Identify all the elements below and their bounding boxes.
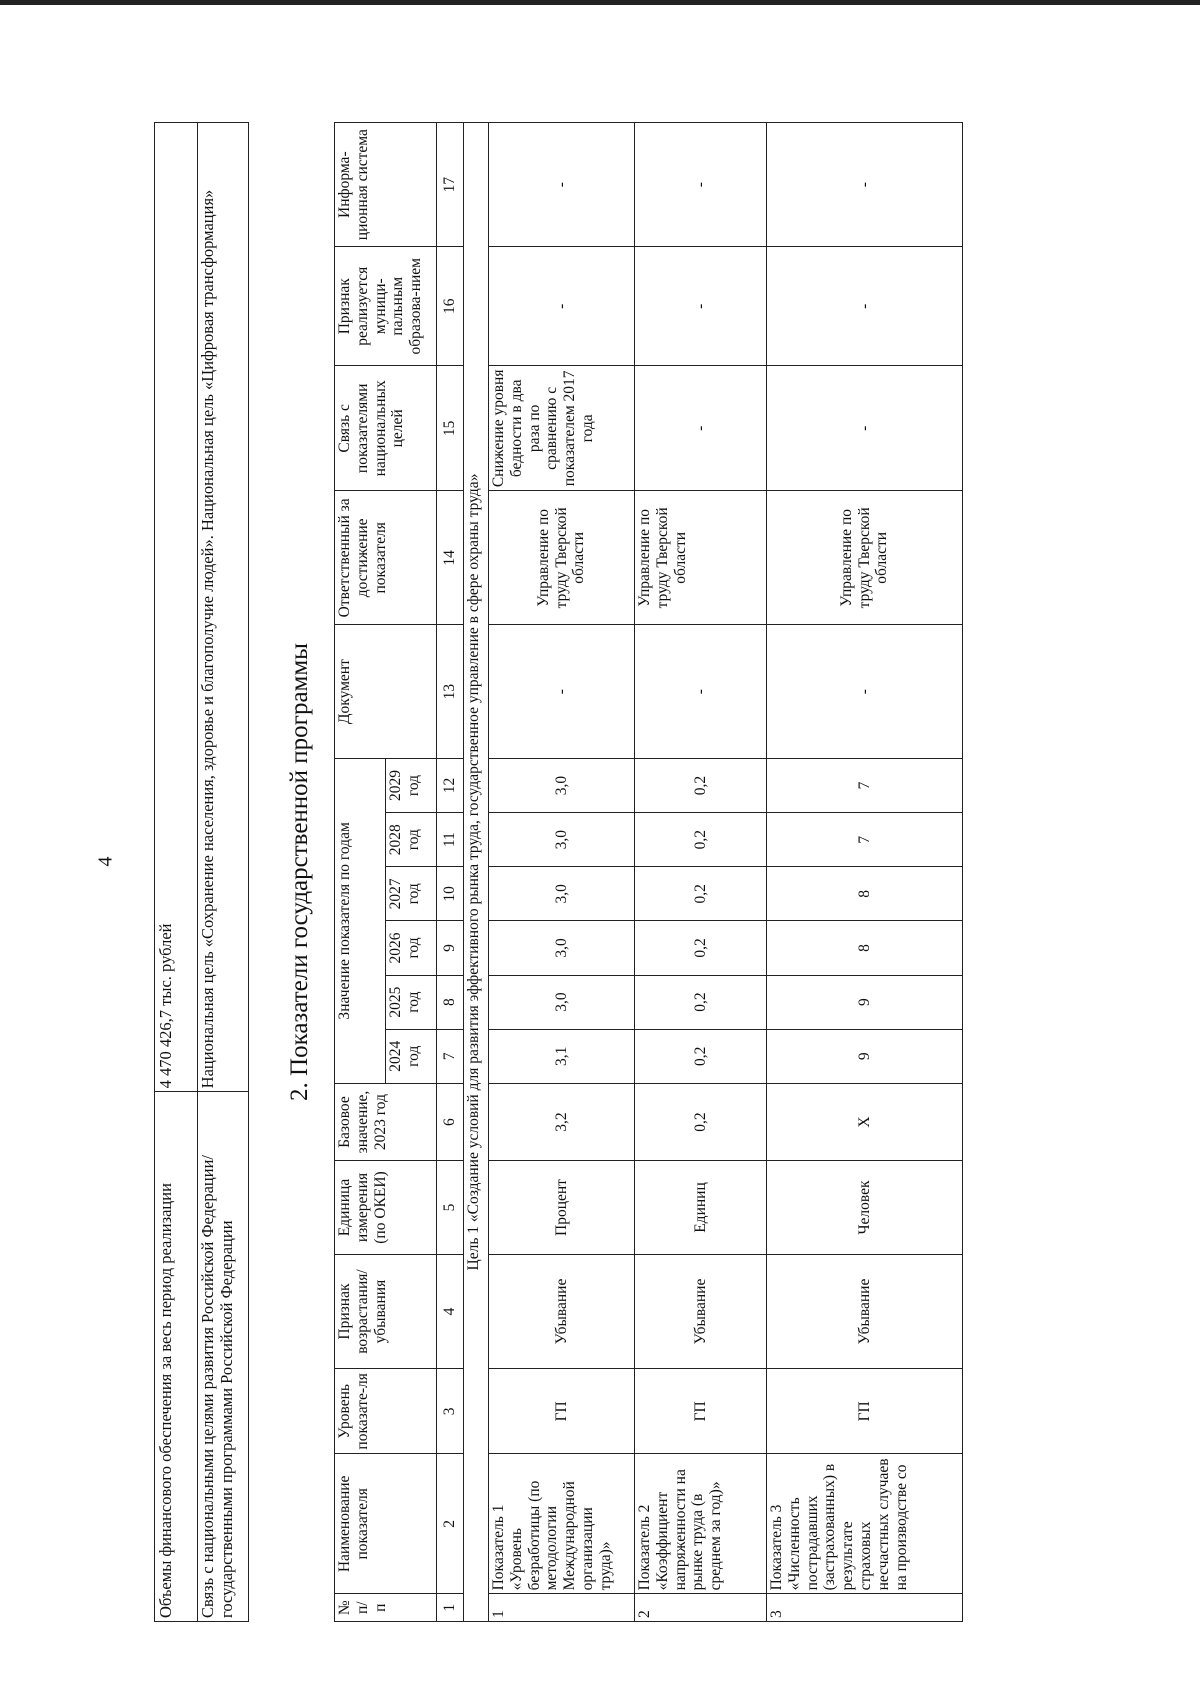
passport-value: 4 470 426,7 тыс. рублей bbox=[155, 123, 198, 1092]
row-value: 7 bbox=[767, 813, 963, 867]
row-value: 3,1 bbox=[489, 1029, 635, 1083]
header-num: № п/п bbox=[335, 1594, 437, 1622]
header-values-group: Значение показателя по годам bbox=[335, 758, 386, 1083]
table-row bbox=[635, 123, 767, 1622]
column-number: 15 bbox=[437, 366, 464, 491]
column-number: 2 bbox=[437, 1454, 464, 1594]
header-name: Наименование показателя bbox=[335, 1454, 437, 1594]
row-value: 0,2 bbox=[635, 813, 767, 867]
row-unit: Человек bbox=[767, 1161, 963, 1254]
row-trend: Убывание bbox=[635, 1254, 767, 1369]
row-value: 9 bbox=[767, 1029, 963, 1083]
row-document: - bbox=[767, 625, 963, 759]
header-base: Базовое значение, 2023 год bbox=[335, 1083, 437, 1160]
passport-table bbox=[154, 122, 249, 1622]
column-number: 5 bbox=[437, 1161, 464, 1254]
row-base: X bbox=[767, 1083, 963, 1160]
header-responsible: Ответственный за достижение показателя bbox=[335, 491, 437, 625]
page-number: 4 bbox=[94, 856, 117, 867]
header-year: 2027 год bbox=[386, 867, 437, 921]
column-number: 16 bbox=[437, 247, 464, 366]
header-year: 2029 год bbox=[386, 758, 437, 812]
row-value: 3,0 bbox=[489, 758, 635, 812]
row-responsible: Управление по труду Тверской области bbox=[767, 491, 963, 625]
row-link: - bbox=[635, 366, 767, 491]
row-trend: Убывание bbox=[489, 1254, 635, 1369]
header-level: Уровень показате-ля bbox=[335, 1369, 437, 1454]
passport-label: Связь с национальными целями развития Российской Федерации/ государственными программами Российской Федерации bbox=[198, 1092, 249, 1622]
table-row bbox=[155, 123, 198, 1622]
row-municipal: - bbox=[767, 247, 963, 366]
row-responsible: Управление по труду Тверской области bbox=[489, 491, 635, 625]
row-value: 3,0 bbox=[489, 867, 635, 921]
row-value: 0,2 bbox=[635, 975, 767, 1029]
row-link: Снижение уровня бедности в два раза по сравнению с показателем 2017 года bbox=[489, 366, 635, 491]
row-value: 8 bbox=[767, 921, 963, 975]
header-year: 2028 год bbox=[386, 813, 437, 867]
indicators-table bbox=[334, 122, 963, 1622]
row-base: 3,2 bbox=[489, 1083, 635, 1160]
column-number: 13 bbox=[437, 625, 464, 759]
row-value: 0,2 bbox=[635, 867, 767, 921]
row-value: 7 bbox=[767, 758, 963, 812]
header-municipal: Признак реализуется муници-пальным образова-нием bbox=[335, 247, 437, 366]
table-row bbox=[767, 123, 963, 1622]
row-document: - bbox=[635, 625, 767, 759]
row-value: 0,2 bbox=[635, 758, 767, 812]
goal-title: Цель 1 «Создание условий для развития эффективного рынка труда, государственное управление в сфере охраны труда» bbox=[464, 123, 489, 1622]
row-unit: Процент bbox=[489, 1161, 635, 1254]
row-num: 2 bbox=[635, 1594, 767, 1622]
row-level: ГП bbox=[635, 1369, 767, 1454]
column-number: 11 bbox=[437, 813, 464, 867]
row-info-system: - bbox=[767, 123, 963, 247]
row-num: 3 bbox=[767, 1594, 963, 1622]
header-info-system: Информа-ционная система bbox=[335, 123, 437, 247]
row-value: 0,2 bbox=[635, 1029, 767, 1083]
row-info-system: - bbox=[489, 123, 635, 247]
section-title: 2. Показатели государственной программы bbox=[286, 643, 313, 1101]
table-row bbox=[489, 123, 635, 1622]
table-row bbox=[198, 123, 249, 1622]
column-number: 14 bbox=[437, 491, 464, 625]
column-number: 10 bbox=[437, 867, 464, 921]
column-number: 12 bbox=[437, 758, 464, 812]
header-document: Документ bbox=[335, 625, 437, 759]
column-number: 9 bbox=[437, 921, 464, 975]
row-name: Показатель 1 «Уровень безработицы (по методологии Международной организации труда)» bbox=[489, 1454, 635, 1594]
column-number: 17 bbox=[437, 123, 464, 247]
row-responsible: Управление по труду Тверской области bbox=[635, 491, 767, 625]
header-trend: Признак возрастания/ убывания bbox=[335, 1254, 437, 1369]
page-top-border bbox=[0, 0, 1200, 5]
header-year: 2025 год bbox=[386, 975, 437, 1029]
rotated-page-content bbox=[154, 22, 1154, 1622]
row-name: Показатель 3 «Численность пострадавших (застрахованных) в результате страховых несчастных случаев на производстве со bbox=[767, 1454, 963, 1594]
column-number: 7 bbox=[437, 1029, 464, 1083]
row-value: 0,2 bbox=[635, 921, 767, 975]
header-link: Связь с показателями национальных целей bbox=[335, 366, 437, 491]
column-number: 6 bbox=[437, 1083, 464, 1160]
passport-value: Национальная цель «Сохранение населения, здоровье и благополучие людей». Национальная цель «Цифровая трансформация» bbox=[198, 123, 249, 1092]
passport-label: Объемы финансового обеспечения за весь период реализации bbox=[155, 1092, 198, 1622]
row-value: 3,0 bbox=[489, 975, 635, 1029]
column-number: 1 bbox=[437, 1594, 464, 1622]
goal-row bbox=[464, 123, 489, 1622]
header-unit: Единица измерения (по ОКЕИ) bbox=[335, 1161, 437, 1254]
row-num: 1 bbox=[489, 1594, 635, 1622]
header-year: 2024 год bbox=[386, 1029, 437, 1083]
row-value: 3,0 bbox=[489, 813, 635, 867]
row-name: Показатель 2 «Коэффициент напряженности на рынке труда (в среднем за год)» bbox=[635, 1454, 767, 1594]
row-document: - bbox=[489, 625, 635, 759]
row-trend: Убывание bbox=[767, 1254, 963, 1369]
header-year: 2026 год bbox=[386, 921, 437, 975]
row-municipal: - bbox=[635, 247, 767, 366]
column-number: 3 bbox=[437, 1369, 464, 1454]
column-number: 4 bbox=[437, 1254, 464, 1369]
column-numbers-row bbox=[437, 123, 464, 1622]
row-value: 3,0 bbox=[489, 921, 635, 975]
row-link: - bbox=[767, 366, 963, 491]
row-unit: Единиц bbox=[635, 1161, 767, 1254]
row-info-system: - bbox=[635, 123, 767, 247]
row-level: ГП bbox=[489, 1369, 635, 1454]
header-row bbox=[335, 123, 386, 1622]
row-value: 8 bbox=[767, 867, 963, 921]
row-value: 9 bbox=[767, 975, 963, 1029]
row-base: 0,2 bbox=[635, 1083, 767, 1160]
row-municipal: - bbox=[489, 247, 635, 366]
row-level: ГП bbox=[767, 1369, 963, 1454]
column-number: 8 bbox=[437, 975, 464, 1029]
